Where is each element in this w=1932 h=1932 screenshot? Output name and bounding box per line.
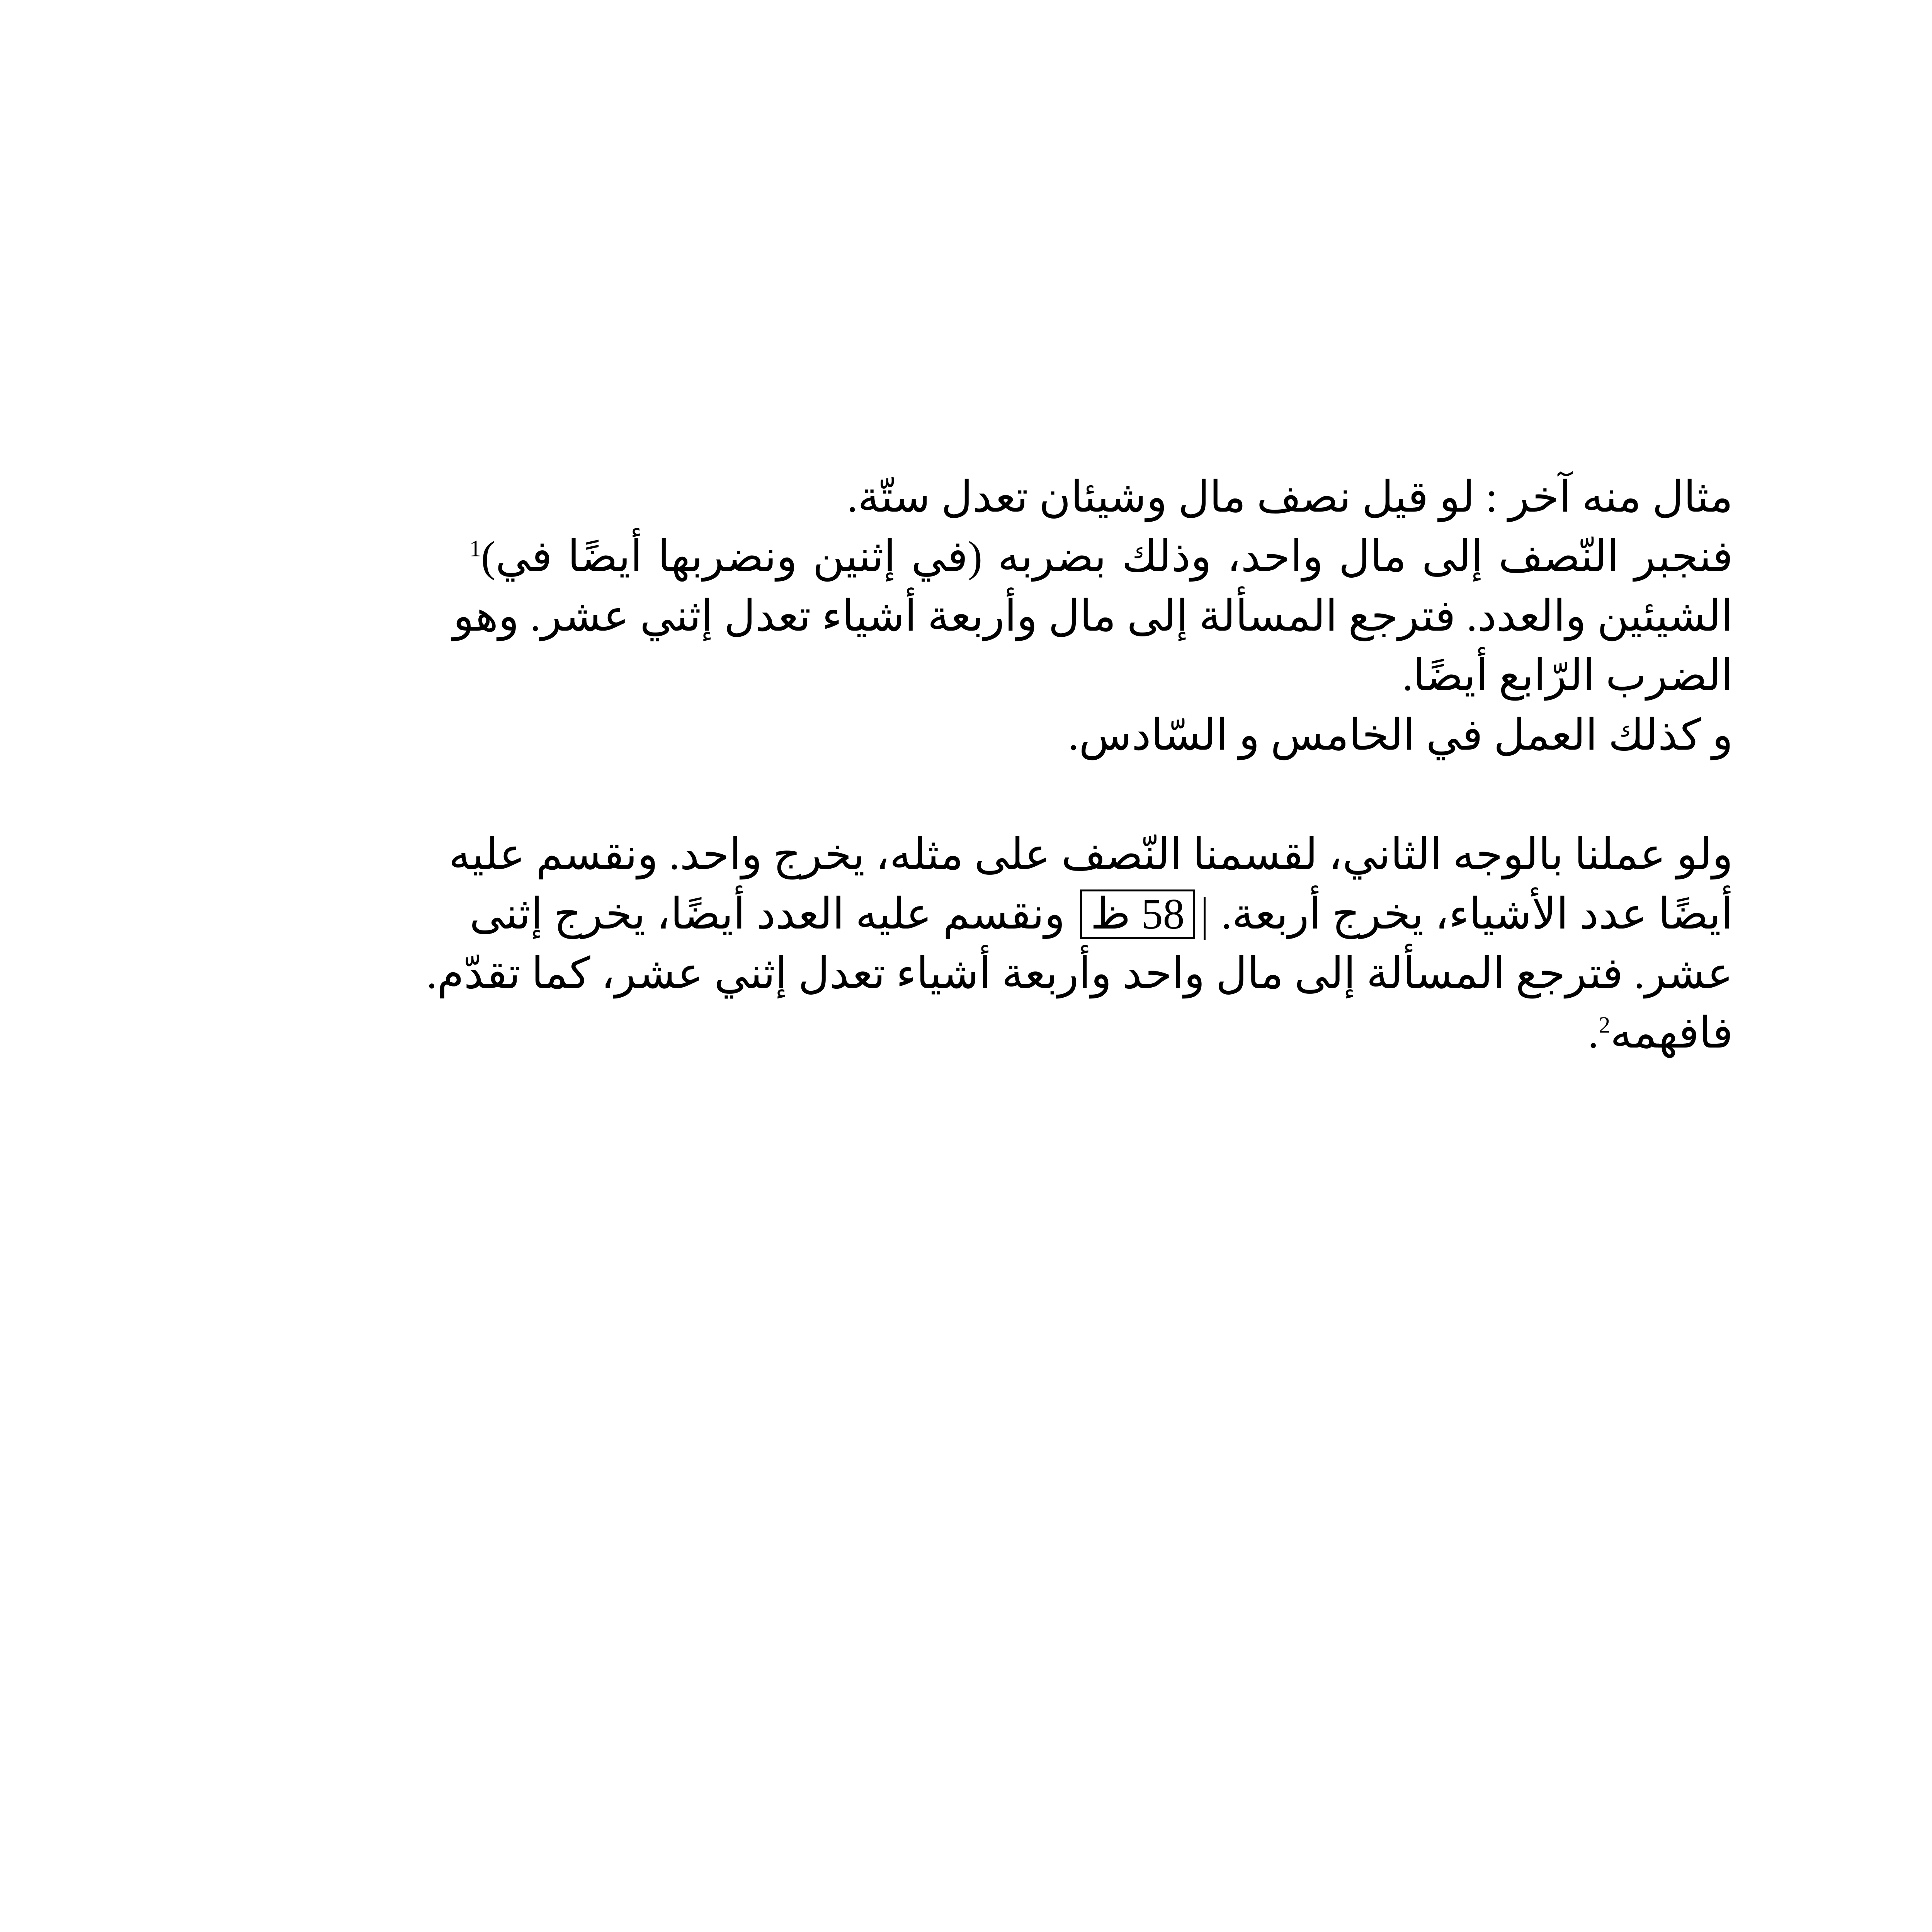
text-line-with-note — [469, 1003, 1733, 1063]
text-segment: . — [1588, 1009, 1599, 1057]
text-line: ولو عملنا بالوجه الثاني، لقسمنا النّصف على مثله، يخرج واحد. ونقسم عليه — [449, 831, 1733, 879]
paragraph-example — [453, 468, 1733, 765]
paragraph-second-method — [426, 825, 1733, 1063]
text-line: عشر. فترجع المسألة إلى مال واحد وأربعة أشياء تعدل إثني عشر، كما تقدّم. — [426, 950, 1733, 998]
footnote-marker: 2 — [1599, 1012, 1611, 1038]
text-line: فنجبر النّصف إلى مال واحد، وذلك بضربه (في إثنين ونضربها أيضًا في) — [481, 533, 1733, 581]
text-line: الشيئين والعدد. فترجع المسألة إلى مال وأربعة أشياء تعدل إثني عشر. وهو — [453, 592, 1733, 640]
text-line: مثال منه آخر : لو قيل نصف مال وشيئان تعدل ستّة. — [847, 473, 1733, 521]
folio-marker: 58 ظ — [1080, 889, 1195, 939]
text-line: الضرب الرّابع أيضًا. — [1402, 652, 1733, 700]
footnote-marker: 1 — [469, 536, 481, 561]
text-segment: ونقسم عليه العدد أيضًا، يخرج إثنى — [469, 890, 1065, 938]
folio-divider — [1204, 897, 1206, 940]
text-segment: فافهمه — [1610, 1009, 1733, 1057]
text-segment: أيضًا عدد الأشياء، يخرج أربعة. — [1221, 890, 1733, 938]
text-line-with-note — [469, 527, 1733, 587]
text-line-with-folio — [469, 884, 1733, 944]
text-line: و كذلك العمل في الخامس و السّادس. — [1068, 711, 1733, 759]
